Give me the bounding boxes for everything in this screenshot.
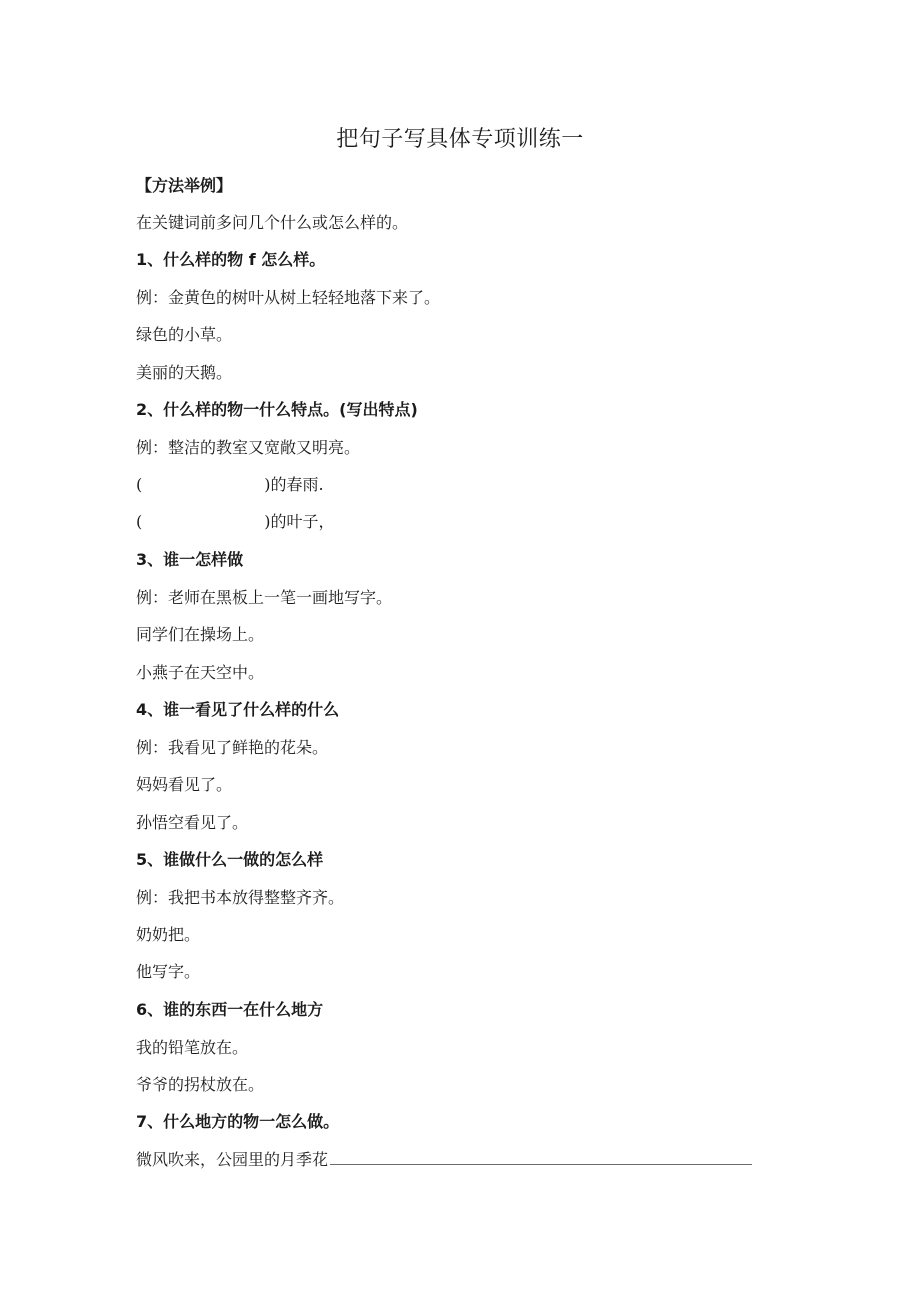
- exercise-prompt: 微风吹来，公园里的月季花: [136, 1150, 329, 1169]
- section-4-heading: 4、谁一看见了什么样的什么: [136, 700, 340, 719]
- section-4-exercise-1: 妈妈看见了。: [136, 775, 233, 794]
- section-5-heading: 5、谁做什么一做的怎么样: [136, 850, 324, 869]
- page-title: 把句子写具体专项训练一: [336, 127, 584, 152]
- section-2-example: 例：整洁的教室又宽敞又明亮。: [136, 438, 361, 457]
- section-7-exercise-1: [136, 1150, 752, 1170]
- section-3-heading: 3、谁一怎样做: [136, 550, 244, 569]
- section-7-heading: 7、什么地方的物一怎么做。: [136, 1112, 340, 1131]
- method-text: 在关键词前多问几个什么或怎么样的。: [136, 213, 409, 232]
- section-4-example: 例：我看见了鲜艳的花朵。: [136, 738, 329, 757]
- section-3-exercise-1: 同学们在操场上。: [136, 625, 265, 644]
- section-3-exercise-2: 小燕子在天空中。: [136, 663, 265, 682]
- section-1-exercise-1: 绿色的小草。: [136, 325, 233, 344]
- section-5-exercise-1: 奶奶把。: [136, 925, 201, 944]
- blank-open-paren: (: [136, 512, 143, 531]
- section-1-exercise-2: 美丽的天鹅。: [136, 363, 233, 382]
- section-6-exercise-2: 爷爷的拐杖放在。: [136, 1075, 265, 1094]
- section-2-blank-2: [136, 512, 335, 532]
- section-6-heading: 6、谁的东西一在什么地方: [136, 1000, 324, 1019]
- section-4-exercise-2: 孙悟空看见了。: [136, 813, 249, 832]
- blank-open-paren: (: [136, 475, 143, 494]
- blank-suffix: )的叶子，: [264, 512, 335, 531]
- section-5-exercise-2: 他写字。: [136, 962, 201, 981]
- answer-underline[interactable]: [330, 1163, 752, 1165]
- section-6-exercise-1: 我的铅笔放在。: [136, 1038, 249, 1057]
- section-5-example: 例：我把书本放得整整齐齐。: [136, 888, 345, 907]
- method-heading: 【方法举例】: [136, 176, 233, 195]
- section-3-example: 例：老师在黑板上一笔一画地写字。: [136, 588, 393, 607]
- section-2-blank-1: [136, 475, 324, 495]
- section-1-heading: 1、什么样的物 f 怎么样。: [136, 250, 326, 269]
- section-1-example: 例：金黄色的树叶从树上轻轻地落下来了。: [136, 288, 441, 307]
- blank-suffix: )的春雨.: [264, 475, 324, 494]
- section-2-heading: 2、什么样的物一什么特点。(写出特点): [136, 400, 418, 419]
